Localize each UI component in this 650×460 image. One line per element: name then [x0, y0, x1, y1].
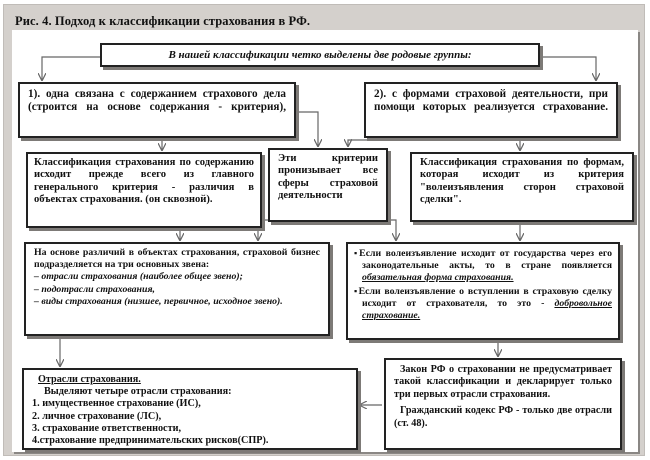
- group1-box: [18, 82, 296, 138]
- will-item-text: Если волеизъявление о вступлении в страховую сделку исходит от страхователя, то это -: [358, 285, 612, 309]
- top-box: [100, 43, 540, 67]
- group2-text: 2). с формами страховой деятельности, при помощи которых реализуется страхование.: [374, 88, 608, 114]
- branch-level-rest: ,: [152, 283, 155, 295]
- will-box: [346, 242, 620, 340]
- form-classification-text: Классификация страхования по формам, которая исходит из критерия "волеизъявления сторон страховой сделки".: [420, 157, 624, 206]
- branch-level-rest: (низшее, первичное, исходное звено).: [121, 295, 283, 307]
- top-box-text: В нашей классификации четко выделены две родовые группы:: [168, 49, 472, 61]
- branches-box: [22, 368, 358, 450]
- will-item-emphasis: добровольное страхование.: [362, 297, 612, 322]
- group1-text: 1). одна связана с содержанием страхового дела (строится на основе содержания - критерия),: [28, 88, 286, 114]
- criteria-text: Эти критерии пронизывает все сферы страховой деятельности: [278, 153, 378, 202]
- branch-item: 1. имущественное страхование (ИС),: [32, 398, 201, 410]
- branch-level-lead: отрасли страхования: [41, 271, 138, 283]
- branch-level-item: [34, 296, 320, 308]
- branches-intro: Выделяют четыре отрасли страхования:: [44, 386, 232, 398]
- content-classification-text: Классификация страхования по содержанию исходит прежде всего из главного генерального критерия - различия в объектах страхования. (он сквозной).: [34, 157, 254, 206]
- branch-level-lead: виды страхования: [41, 295, 122, 307]
- criteria-box: [268, 148, 388, 222]
- branch-level-lead: подотрасли страхования: [41, 283, 153, 295]
- will-item: [354, 285, 612, 323]
- law-paragraph-1: Закон РФ о страховании не предусматривает такой классификации и декларирует только три первых отрасли страхования.: [394, 364, 612, 400]
- branch-level-item: [34, 284, 320, 296]
- branch-level-item: [34, 271, 320, 283]
- form-classification-box: [410, 152, 634, 222]
- branch-item: 3. страхование ответственности,: [32, 422, 181, 434]
- branches-basis-box: [24, 242, 330, 336]
- branch-level-rest: (наиболее общее звено);: [137, 271, 243, 283]
- figure-title: Рис. 4. Подход к классификации страхования в РФ.: [15, 14, 311, 28]
- law-box: [384, 358, 622, 450]
- law-paragraph-2: Гражданский кодекс РФ - только две отрасли (ст. 48).: [394, 405, 612, 429]
- will-item: [354, 247, 612, 285]
- branch-item: 2. личное страхование (ЛС),: [32, 410, 162, 422]
- branches-title: Отрасли страхования.: [38, 374, 141, 385]
- will-item-emphasis: обязательная форма страхования.: [362, 272, 514, 284]
- group2-box: [364, 82, 618, 138]
- branches-basis-intro: На основе различий в объектах страхования, страховой бизнес подразделяется на три основных звена:: [34, 247, 320, 271]
- will-item-text: Если волеизъявление исходит от государства через его законодательные акты, то в стране появляется: [359, 248, 612, 272]
- branch-item: 4.страхование предпринимательских рисков(СПР).: [32, 435, 269, 447]
- content-classification-box: [26, 152, 262, 228]
